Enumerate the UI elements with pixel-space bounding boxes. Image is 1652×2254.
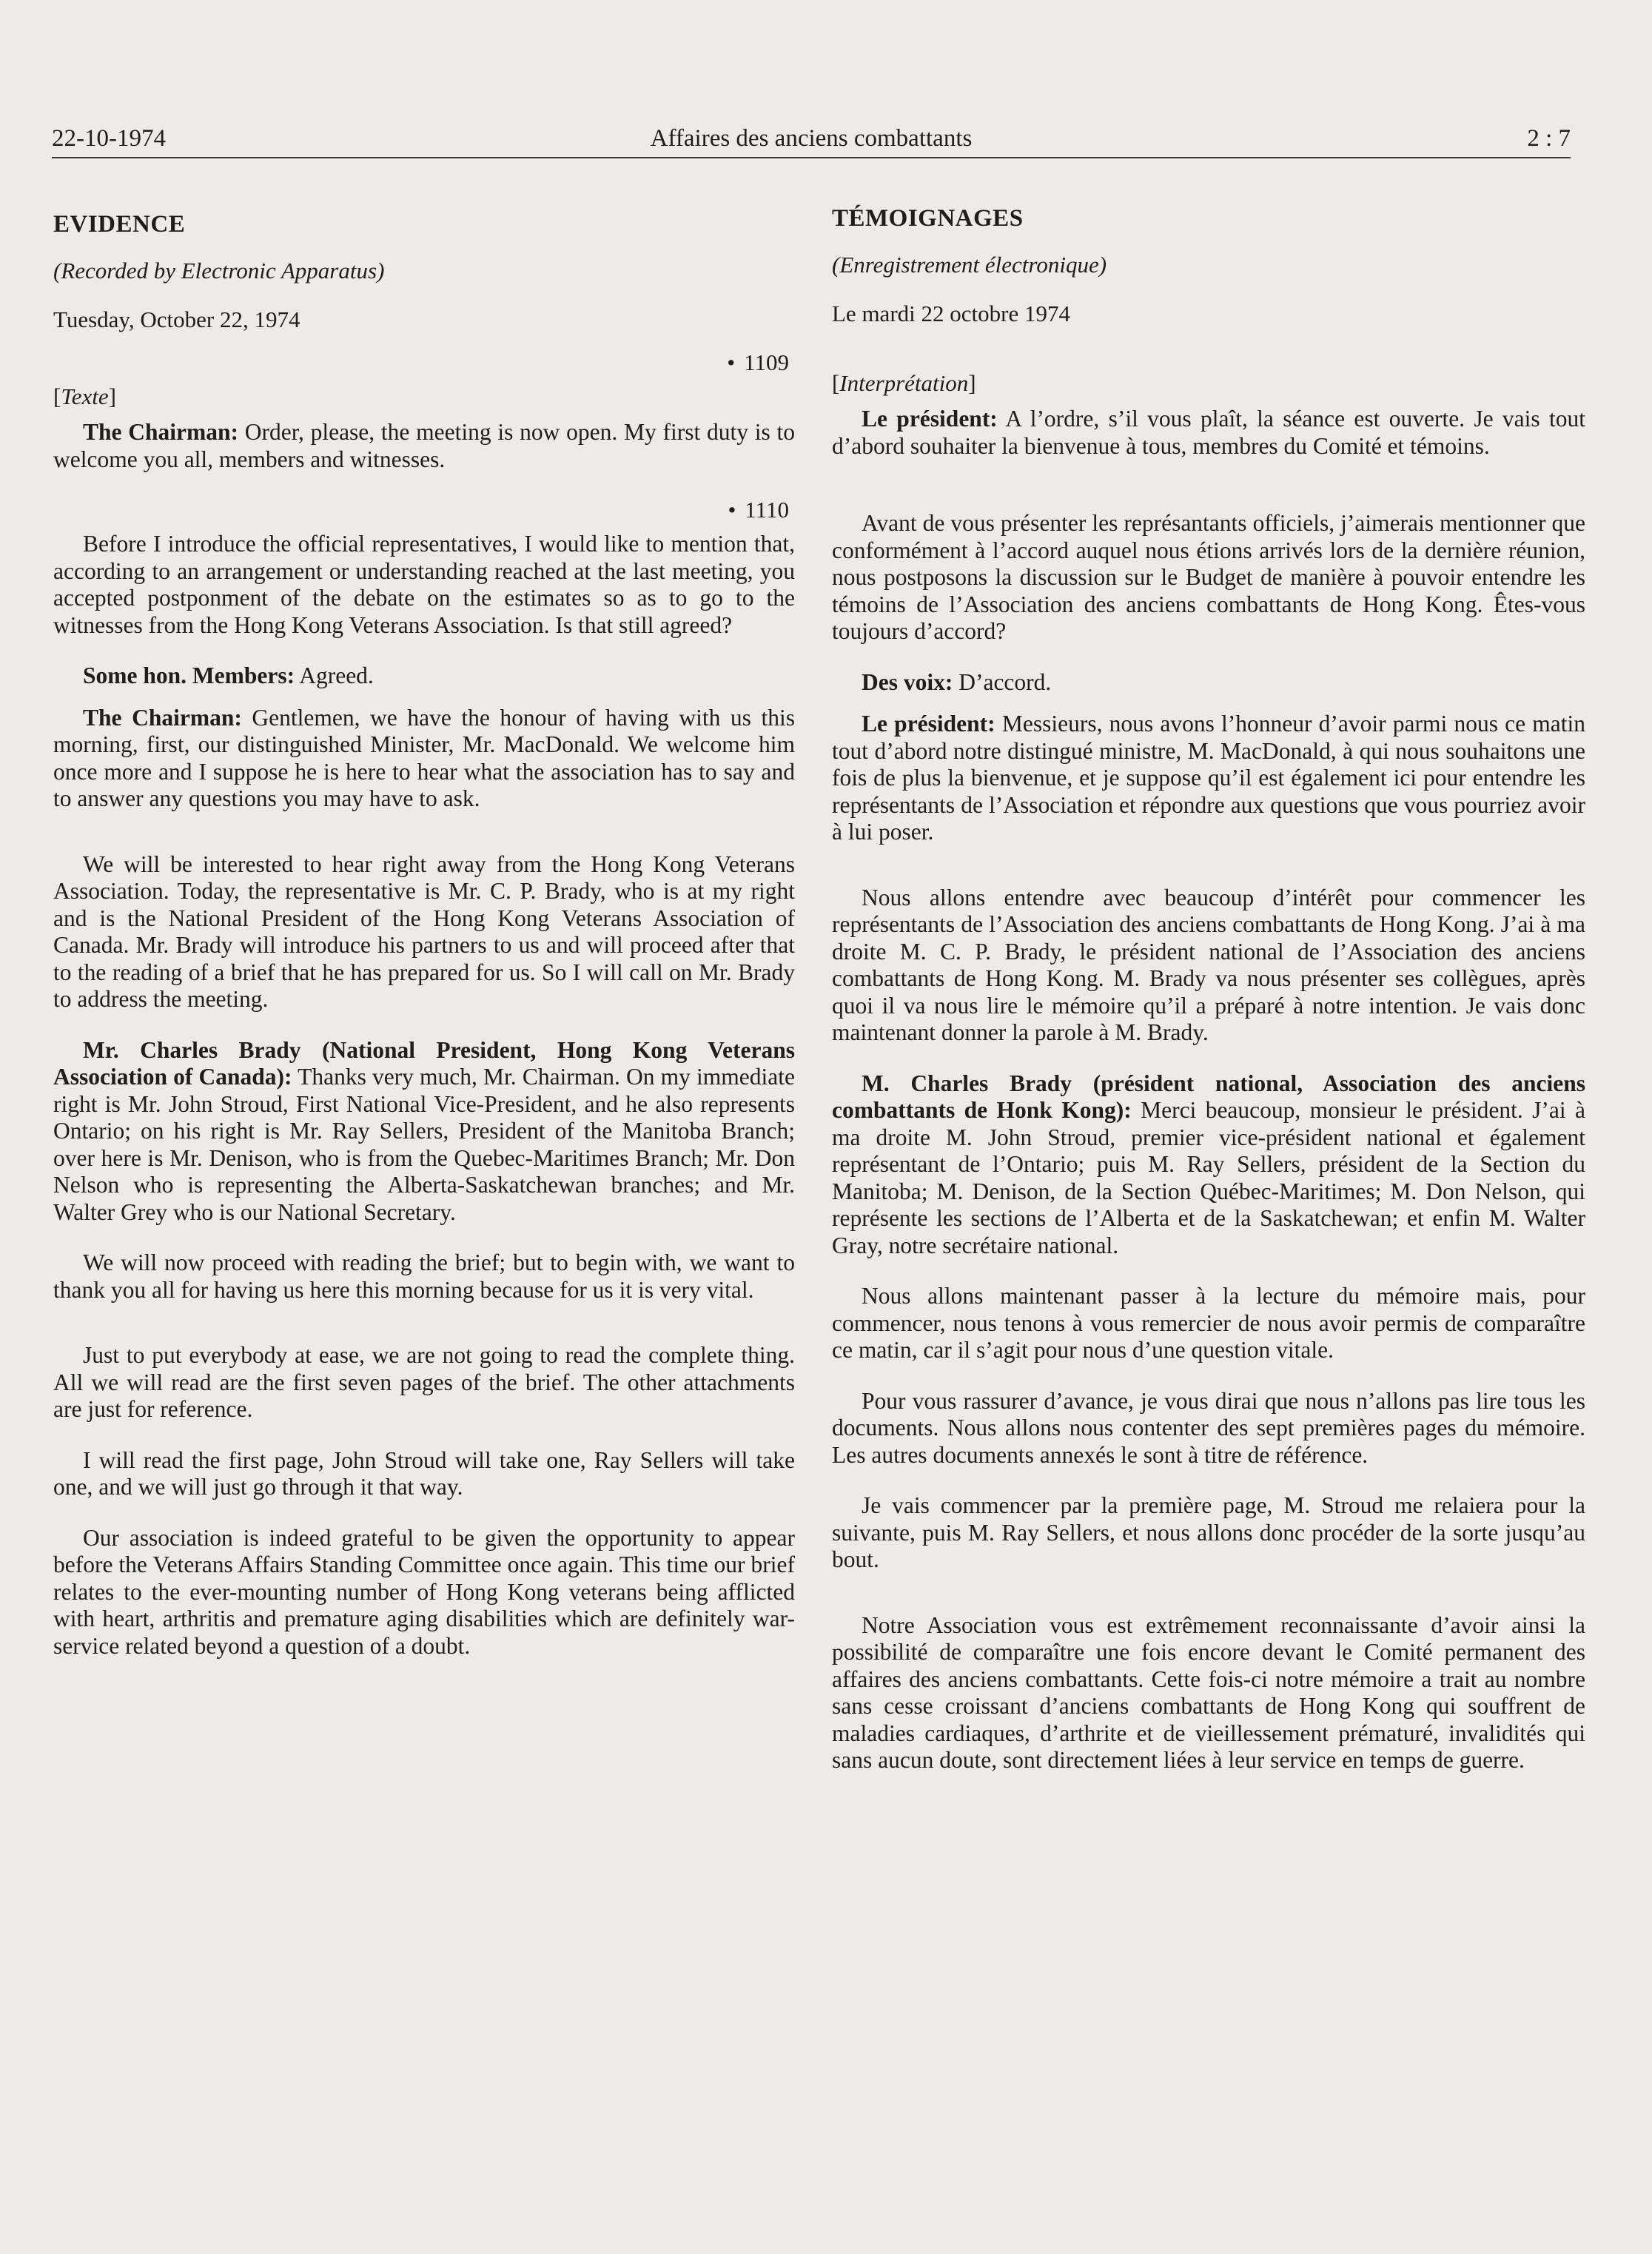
language-tag: [Texte]	[53, 383, 116, 409]
paragraph: Notre Association vous est extrêmement reconnaissante d’avoir ainsi la possibilité de comparaître une fois encore devant le Comité permanent des affaires des anciens combattants. Cette fois-ci notre mémoire a trait au nombre sans cesse croissant d’anciens combattants de Hong Kong qui souffrent de maladies cardiaques, d’arthrite et de vieillessement prématuré, invalidités qui sans aucun doute, sont directement liées à leur service en temps de guerre.	[832, 1611, 1585, 1773]
speech-text: A l’ordre, s’il vous plaît, la séance est ouverte. Je vais tout d’abord souhaiter la bienvenue à tous, membres du Comité et témoins.	[832, 406, 1585, 459]
speech-text: Thanks very much, Mr. Chairman. On my immediate right is Mr. John Stroud, First National Vice-President, and he also represents Ontario; on his right is Mr. Ray Sellers, President of the Manitoba Branch; over here is Mr. Denison, who is from the Quebec-Maritimes Branch; Mr. Don Nelson who is representing the Alberta-Saskatchewan branches; and Mr. Walter Grey who is our National Secretary.	[53, 1064, 796, 1225]
time-marker: • 1109	[53, 349, 795, 376]
english-column	[53, 211, 795, 1660]
speech-text: Gentlemen, we have the honour of having with us this morning, first, our distinguished Minister, Mr. MacDonald. We welcome him once more and I suppose he is here to hear what the association has to say and to answer any questions you may have to ask.	[53, 704, 795, 811]
speaker: Some hon. Members:	[83, 663, 295, 688]
paragraph	[53, 419, 795, 473]
paragraph: Nous allons maintenant passer à la lecture du mémoire mais, pour commencer, nous tenons à vous remercier de nous avoir permis de comparaître ce matin, car il s’agit pour nous d’une question vitale.	[832, 1283, 1585, 1363]
header-date: 22-10-1974	[52, 125, 166, 152]
paragraph	[832, 1070, 1585, 1260]
recording-note-text: Recorded by Electronic Apparatus	[61, 258, 377, 284]
paragraph: We will now proceed with reading the brief; but to begin with, we want to thank you all for having us here this morning because for us it is very vital.	[53, 1250, 795, 1303]
speaker: The Chairman:	[83, 419, 239, 445]
running-header	[52, 118, 1571, 158]
paragraph: I will read the first page, John Stroud will take one, Ray Sellers will take one, and we will just go through it that way.	[53, 1446, 795, 1500]
speech-text: Messieurs, nous avons l’honneur d’avoir parmi nous ce matin tout d’abord notre distingué ministre, M. MacDonald, à qui nous souhaitons une fois de plus la bienvenue, et je suppose qu’il est également ici pour entendre les représentants de l’Association et répondre aux questions que vous pourriez avoir à lui poser.	[832, 711, 1586, 845]
speaker: M. Charles Brady (président national, Association des anciens combattants de Honk Kong):	[832, 1070, 1585, 1123]
recording-note: (Recorded by Electronic Apparatus)	[53, 258, 385, 284]
speech-text: D’accord.	[953, 668, 1052, 695]
paragraph: Before I introduce the official representatives, I would like to mention that, according to an arrangement or understanding reached at the last meeting, you accepted postponment of the debate on the estimates so as to go to the witnesses from the Hong Kong Veterans Association. Is that still agreed?	[53, 531, 795, 638]
recording-note: (Enregistrement électronique)	[832, 252, 1107, 278]
session-date: Le mardi 22 octobre 1974	[832, 301, 1070, 326]
time-marker: • 1110	[53, 497, 795, 523]
speaker: Le président:	[862, 406, 998, 432]
speech-text: Merci beaucoup, monsieur le président. J’ai à ma droite M. John Stroud, premier vice-président national et également représentant de l’Ontario; puis M. Ray Sellers, président de la Section du Manitoba; M. Denison, de la Section Québec-Maritimes; M. Don Nelson, qui représente les sections de l’Alberta et de la Saskatchewan; et enfin M. Walter Gray, notre secrétaire national.	[832, 1097, 1585, 1258]
header-page-number: 2 : 7	[1527, 125, 1571, 152]
speech-text: Order, please, the meeting is now open. My first duty is to welcome you all, members and witnesses.	[53, 419, 795, 472]
paragraph: Pour vous rassurer d’avance, je vous dirai que nous n’allons pas lire tous les documents. Nous allons nous contenter des sept premières pages du mémoire. Les autres documents annexés le sont à titre de référence.	[832, 1387, 1585, 1468]
header-title: Affaires des anciens combattants	[650, 125, 973, 152]
paragraph	[53, 663, 795, 690]
language-tag-text: Interprétation	[839, 370, 969, 396]
paragraph	[53, 705, 795, 813]
speech-text: Agreed.	[295, 663, 374, 688]
language-tag-text: Texte	[61, 383, 109, 409]
section-heading-evidence: EVIDENCE	[53, 211, 186, 238]
paragraph	[53, 1037, 795, 1227]
paragraph: Our association is indeed grateful to be given the opportunity to appear before the Veterans Affairs Standing Committee once again. This time our brief relates to the ever-mounting number of Hong Kong veterans being afflicted with heart, arthritis and premature aging disabilities which are definitely war-service related beyond a question of a doubt.	[53, 1524, 795, 1659]
session-date: Tuesday, October 22, 1974	[53, 306, 300, 332]
french-column	[832, 205, 1586, 1774]
paragraph: Just to put everybody at ease, we are not going to read the complete thing. All we will read are the first seven pages of the brief. The other attachments are just for reference.	[53, 1342, 795, 1422]
paragraph: We will be interested to hear right away from the Hong Kong Veterans Association. Today, the representative is Mr. C. P. Brady, who is at my right and is the National President of the Hong Kong Veterans Association of Canada. Mr. Brady will introduce his partners to us and will proceed after that to the reading of a brief that he has prepared for us. So I will call on Mr. Brady to address the meeting.	[53, 851, 795, 1012]
paragraph: Avant de vous présenter les représantants officiels, j’aimerais mentionner que conformément à l’accord auquel nous étions arrivés lors de la dernière réunion, nous postposons la discussion sur le Budget de manière à pouvoir entendre les témoins de l’Association des anciens combattants de Hong Kong. Êtes-vous toujours d’accord?	[832, 510, 1585, 644]
speaker: Mr. Charles Brady (National President, Hong Kong Veterans Association of Canada):	[53, 1036, 795, 1090]
speaker: The Chairman:	[83, 704, 242, 731]
paragraph	[832, 406, 1585, 460]
paragraph	[832, 711, 1585, 846]
paragraph: Je vais commencer par la première page, M. Stroud me relaiera pour la suivante, puis M. Ray Sellers, et nous allons donc procéder de la sorte jusqu’au bout.	[832, 1492, 1585, 1572]
paragraph: Nous allons entendre avec beaucoup d’intérêt pour commencer les représentants de l’Association des anciens combattants de Hong Kong. J’ai à ma droite M. C. P. Brady, le président national de l’Association des anciens combattants de Hong Kong. M. Brady va nous présenter ses collègues, après quoi il va nous lire le mémoire qu’il a préparé à notre intention. Je vais donc maintenant donner la parole à M. Brady.	[832, 884, 1585, 1045]
speaker: Des voix:	[862, 668, 953, 695]
speaker: Le président:	[862, 711, 995, 737]
recording-note-text: Enregistrement électronique	[839, 252, 1099, 278]
paragraph	[832, 669, 1585, 697]
section-heading-temoignages: TÉMOIGNAGES	[832, 205, 1024, 232]
language-tag: [Interprétation]	[832, 370, 976, 396]
